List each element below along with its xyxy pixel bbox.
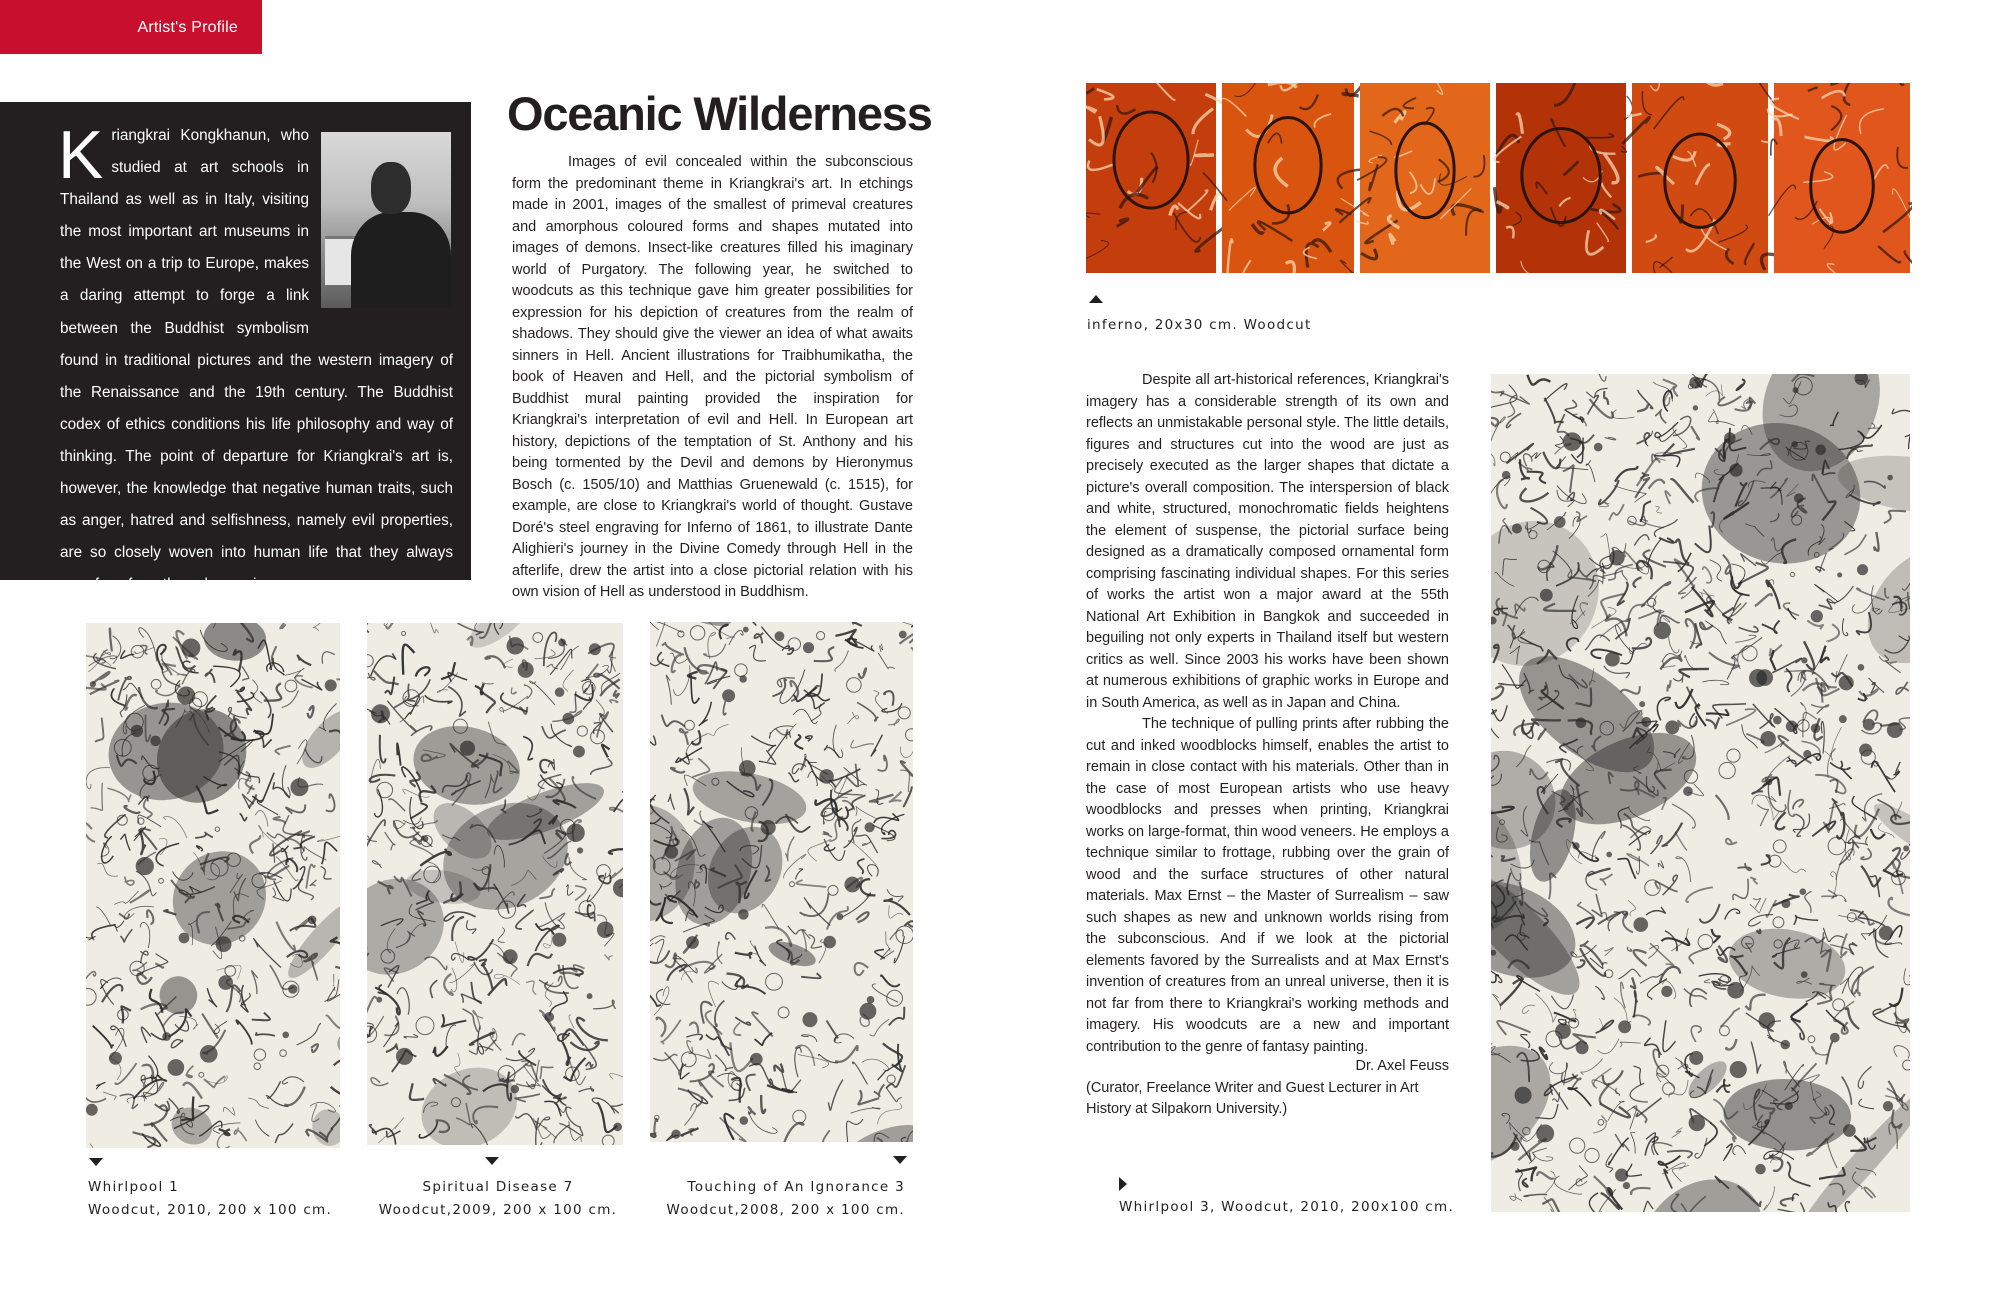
paragraph: Images of evil concealed within the subconscious form the predominant theme in Kriangkrai's art. In etchings made in 2001, images of the smallest of primeval creatures and amorphous coloured forms and shapes mutated into images of demons. Insect-like creatures filled his imaginary world of Purgatory. The following year, he switched to woodcuts as this technique gave him greater possibilities for expression for his depiction of creatures from the realm of shadows. They should give the viewer an idea of what awaits sinners in Hell. Ancient illustrations for Traibhumikatha, the book of Heaven and Hell, and the pictorial symbolism of Buddhist mural painting provided the inspiration for Kriangkrai's interpretation of evil and Hell. In European art history, depictions of the temptation of St. Anthony and his being tormented by the Devil and demons by Hieronymus Bosch (c. 1505/10) and Matthias Gruenewald (c. 1515), for example, are close to Kriangkrai's world of thought. Gustave Doré's steel engraving for Inferno of 1861, to illustrate Dante Alighieri's journey in the Divine Comedy through Hell in the afterlife, drew the artist into a close pictorial relation with his own vision of Hell as understood in Buddhism. <box>512 154 913 600</box>
artwork-spiritual-disease-7 <box>367 623 623 1145</box>
page-title: Oceanic Wilderness <box>507 87 932 140</box>
caption-title: Spiritual Disease 7 <box>422 1179 574 1195</box>
paragraph: The technique of pulling prints after rubbing the cut and inked woodblocks himself, enables the artist to remain in close contact with his materials. Other than in the case of most European artists who use heavy woodblocks and presses when printing, Kriangkrai works on large-format, thin wood veneers. He employs a technique similar to frottage, rubbing over the grain of wood and the surface structures of other natural materials. Max Ernst – the Master of Surrealism – saw such shapes as new and unknown worlds rising from the subconscious. And if we look at the pictorial elements favored by the Surrealists and at Max Ernst's invention of creatures from an unreal universe, then it is not far from there to Kriangkrai's working methods and imagery. His woodcuts are a new and important contribution to the genre of fantasy painting. <box>1086 716 1449 1055</box>
caption-detail: Woodcut,2009, 200 x 100 cm. <box>378 1202 618 1218</box>
caption-whirlpool-3: Whirlpool 3, Woodcut, 2010, 200x100 cm. <box>1119 1199 1455 1215</box>
author-affiliation: (Curator, Freelance Writer and Guest Lecturer in Art History at Silpakorn University.) <box>1086 1079 1419 1117</box>
artist-portrait <box>321 132 451 308</box>
caption-spiritual-disease-7 <box>373 1176 623 1222</box>
caption-title: Touching of An Ignorance 3 <box>687 1179 905 1195</box>
caption-inferno: inferno, 20x30 cm. Woodcut <box>1087 317 1312 333</box>
caption-arrow-down-icon <box>89 1158 103 1166</box>
artwork-whirlpool-3 <box>1491 374 1910 1212</box>
caption-detail: Woodcut,2008, 200 x 100 cm. <box>666 1202 905 1218</box>
spiritual-disease-7-image <box>367 623 623 1145</box>
touching-of-an-ignorance-3-image <box>650 622 913 1142</box>
caption-detail: Woodcut, 2010, 200 x 100 cm. <box>88 1202 333 1218</box>
whirlpool-3-image <box>1491 374 1910 1212</box>
caption-arrow-down-icon <box>893 1156 907 1164</box>
artwork-touching-of-an-ignorance-3 <box>650 622 913 1142</box>
intro-text: riangkrai Kongkhanun, who studied at art schools in Thailand as well as in Italy, visiting the most important art museums in the West on a trip to Europe, makes a daring attempt to forge a link between the Buddhist symbolism found in traditional pictures and the western imagery of the Renaissance and the 19th century. The Buddhist codex of ethics conditions his life philosophy and way of thinking. The point of departure for Kriangkrai's art is, however, the knowledge that negative human traits, such as anger, hatred and selfishness, namely evil properties, are so closely woven into human life that they always resurface from the subconscious. <box>60 127 453 594</box>
caption-title: Whirlpool 1 <box>88 1179 179 1195</box>
caption-arrow-up-icon <box>1089 295 1103 303</box>
author-signature <box>1086 1056 1449 1121</box>
caption-arrow-down-icon <box>485 1157 499 1165</box>
paragraph: Despite all art-historical references, Kriangkrai's imagery has a considerable strength of its own and reflects an unmistakable personal style. The little details, figures and structures cut into the wood are just as precisely executed as the larger shapes that dictate a picture's overall composition. The interspersion of black and white, structured, monochromatic fields heightens the element of suspense, the pictorial surface being designed as a dramatically composed ornamental form comprising fascinating individual shapes. For this series of works the artist won a major award at the 55th National Art Exhibition in Bangkok and succeeded in beguiling not only experts in Thailand itself but western critics as well. Since 2003 his works have been shown at numerous exhibitions of graphic works in Europe and in South America, as well as in Japan and China. <box>1086 372 1449 711</box>
caption-touching-of-an-ignorance-3 <box>660 1176 905 1222</box>
author-name: Dr. Axel Feuss <box>1355 1058 1449 1074</box>
artwork-whirlpool-1 <box>86 623 340 1148</box>
article-column-2 <box>1086 370 1449 1058</box>
article-column-1 <box>512 152 913 604</box>
caption-whirlpool-1 <box>88 1176 332 1222</box>
caption-arrow-right-icon <box>1119 1177 1127 1191</box>
section-tab <box>0 0 262 54</box>
dropcap: K <box>58 117 104 193</box>
inferno-series-image <box>1086 83 1912 273</box>
whirlpool-1-image <box>86 623 340 1148</box>
section-label: Artist's Profile <box>137 19 238 36</box>
inferno-series <box>1086 83 1912 273</box>
intro-box <box>0 102 471 594</box>
